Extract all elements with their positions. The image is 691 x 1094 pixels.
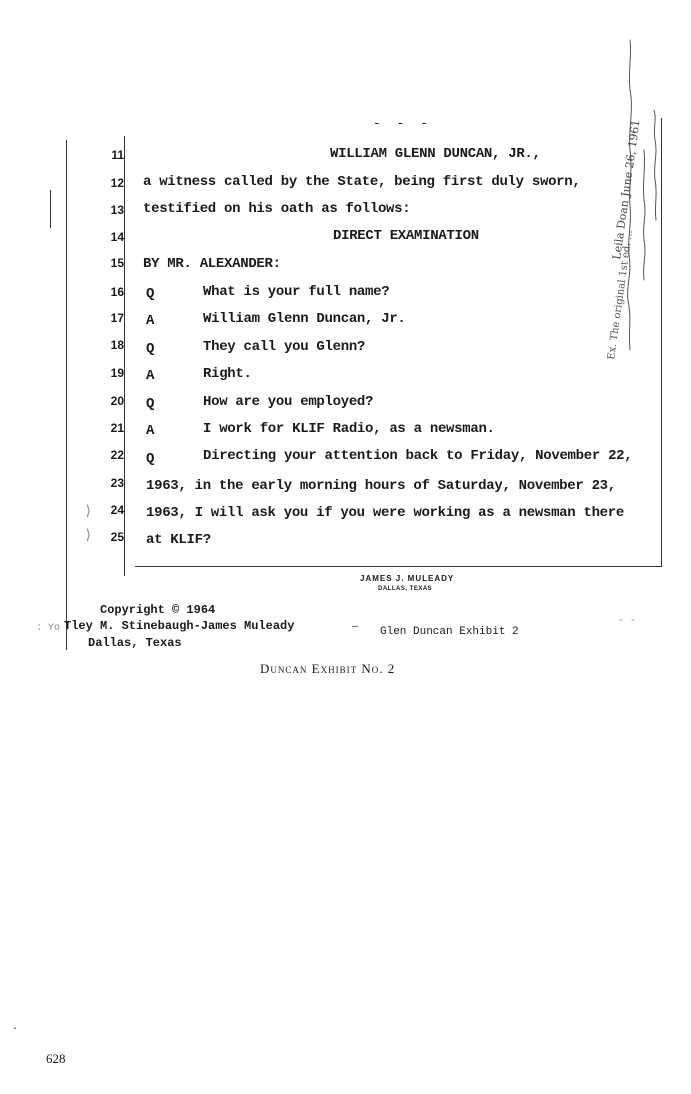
- speaker-q: Q: [146, 451, 155, 467]
- transcript-line: testified on his oath as follows:: [143, 201, 411, 217]
- outer-left-rule: [66, 140, 67, 650]
- question-text: What is your full name?: [203, 284, 390, 300]
- line-number: 14: [110, 230, 124, 244]
- line-number: 11: [111, 148, 124, 162]
- speaker-a: A: [146, 313, 155, 329]
- line-number: 19: [110, 366, 124, 380]
- copyright-city: Dallas, Texas: [88, 636, 182, 650]
- line-number: 17: [110, 311, 124, 325]
- separator-dashes: - - -: [373, 116, 433, 131]
- line-number: 18: [110, 338, 124, 352]
- answer-text: Right.: [203, 366, 252, 382]
- speck: ·: [12, 1024, 19, 1035]
- line-number: 21: [110, 421, 124, 435]
- reporter-city: DALLAS, TEXAS: [378, 586, 433, 592]
- page-number: 628: [46, 1051, 66, 1066]
- handwritten-note-line: Leila Doan June 26, 1961: [610, 118, 643, 261]
- transcript-line: 1963, I will ask you if you were working as a newsman there: [146, 505, 624, 521]
- margin-mark: : Yo: [36, 623, 61, 634]
- dash-mark: - -: [618, 616, 637, 627]
- witness-name-heading: WILLIAM GLENN DUNCAN, JR.,: [330, 146, 541, 162]
- speaker-q: Q: [146, 396, 155, 412]
- question-text: Directing your attention back to Friday, November 22,: [203, 448, 633, 464]
- speaker-q: Q: [146, 286, 155, 302]
- line-number: 25: [110, 530, 124, 544]
- examiner-line: BY MR. ALEXANDER:: [143, 256, 281, 272]
- left-margin-mark: [50, 190, 51, 228]
- question-text: They call you Glenn?: [203, 339, 366, 355]
- transcript-line: 1963, in the early morning hours of Saturday, November 23,: [146, 478, 616, 494]
- dash-mark: —: [352, 622, 359, 633]
- direct-examination-heading: DIRECT EXAMINATION: [333, 228, 479, 244]
- margin-mark: ⟩: [84, 528, 93, 544]
- exhibit-caption: Duncan Exhibit No. 2: [260, 661, 396, 676]
- line-number: 20: [110, 394, 124, 408]
- handwritten-note: [592, 30, 672, 360]
- transcript-line: a witness called by the State, being first duly sworn,: [143, 174, 581, 190]
- line-number: 24: [110, 503, 124, 517]
- line-number: 23: [110, 476, 124, 490]
- speaker-a: A: [146, 423, 155, 439]
- answer-text: I work for KLIF Radio, as a newsman.: [203, 421, 495, 437]
- line-number: 22: [110, 448, 124, 462]
- line-number: 16: [110, 285, 124, 299]
- answer-text: William Glenn Duncan, Jr.: [203, 311, 406, 327]
- line-number: 12: [110, 176, 124, 190]
- copyright-line: Copyright © 1964: [100, 603, 216, 617]
- line-number: 13: [110, 203, 124, 217]
- copyright-owner: Tley M. Stinebaugh-James Muleady: [64, 619, 295, 633]
- bottom-rule: [135, 566, 662, 567]
- margin-mark: ⟩: [84, 504, 93, 520]
- question-text: How are you employed?: [203, 394, 374, 410]
- speaker-q: Q: [146, 341, 155, 357]
- exhibit-label: Glen Duncan Exhibit 2: [380, 626, 519, 638]
- handwritten-note-line: Ex. The original 1st ed. ...: [606, 229, 636, 360]
- transcript-line: at KLIF?: [146, 532, 211, 548]
- speaker-a: A: [146, 368, 155, 384]
- inner-left-rule: [124, 136, 125, 576]
- reporter-name: JAMES J. MULEADY: [360, 574, 455, 583]
- line-number: 15: [110, 256, 124, 270]
